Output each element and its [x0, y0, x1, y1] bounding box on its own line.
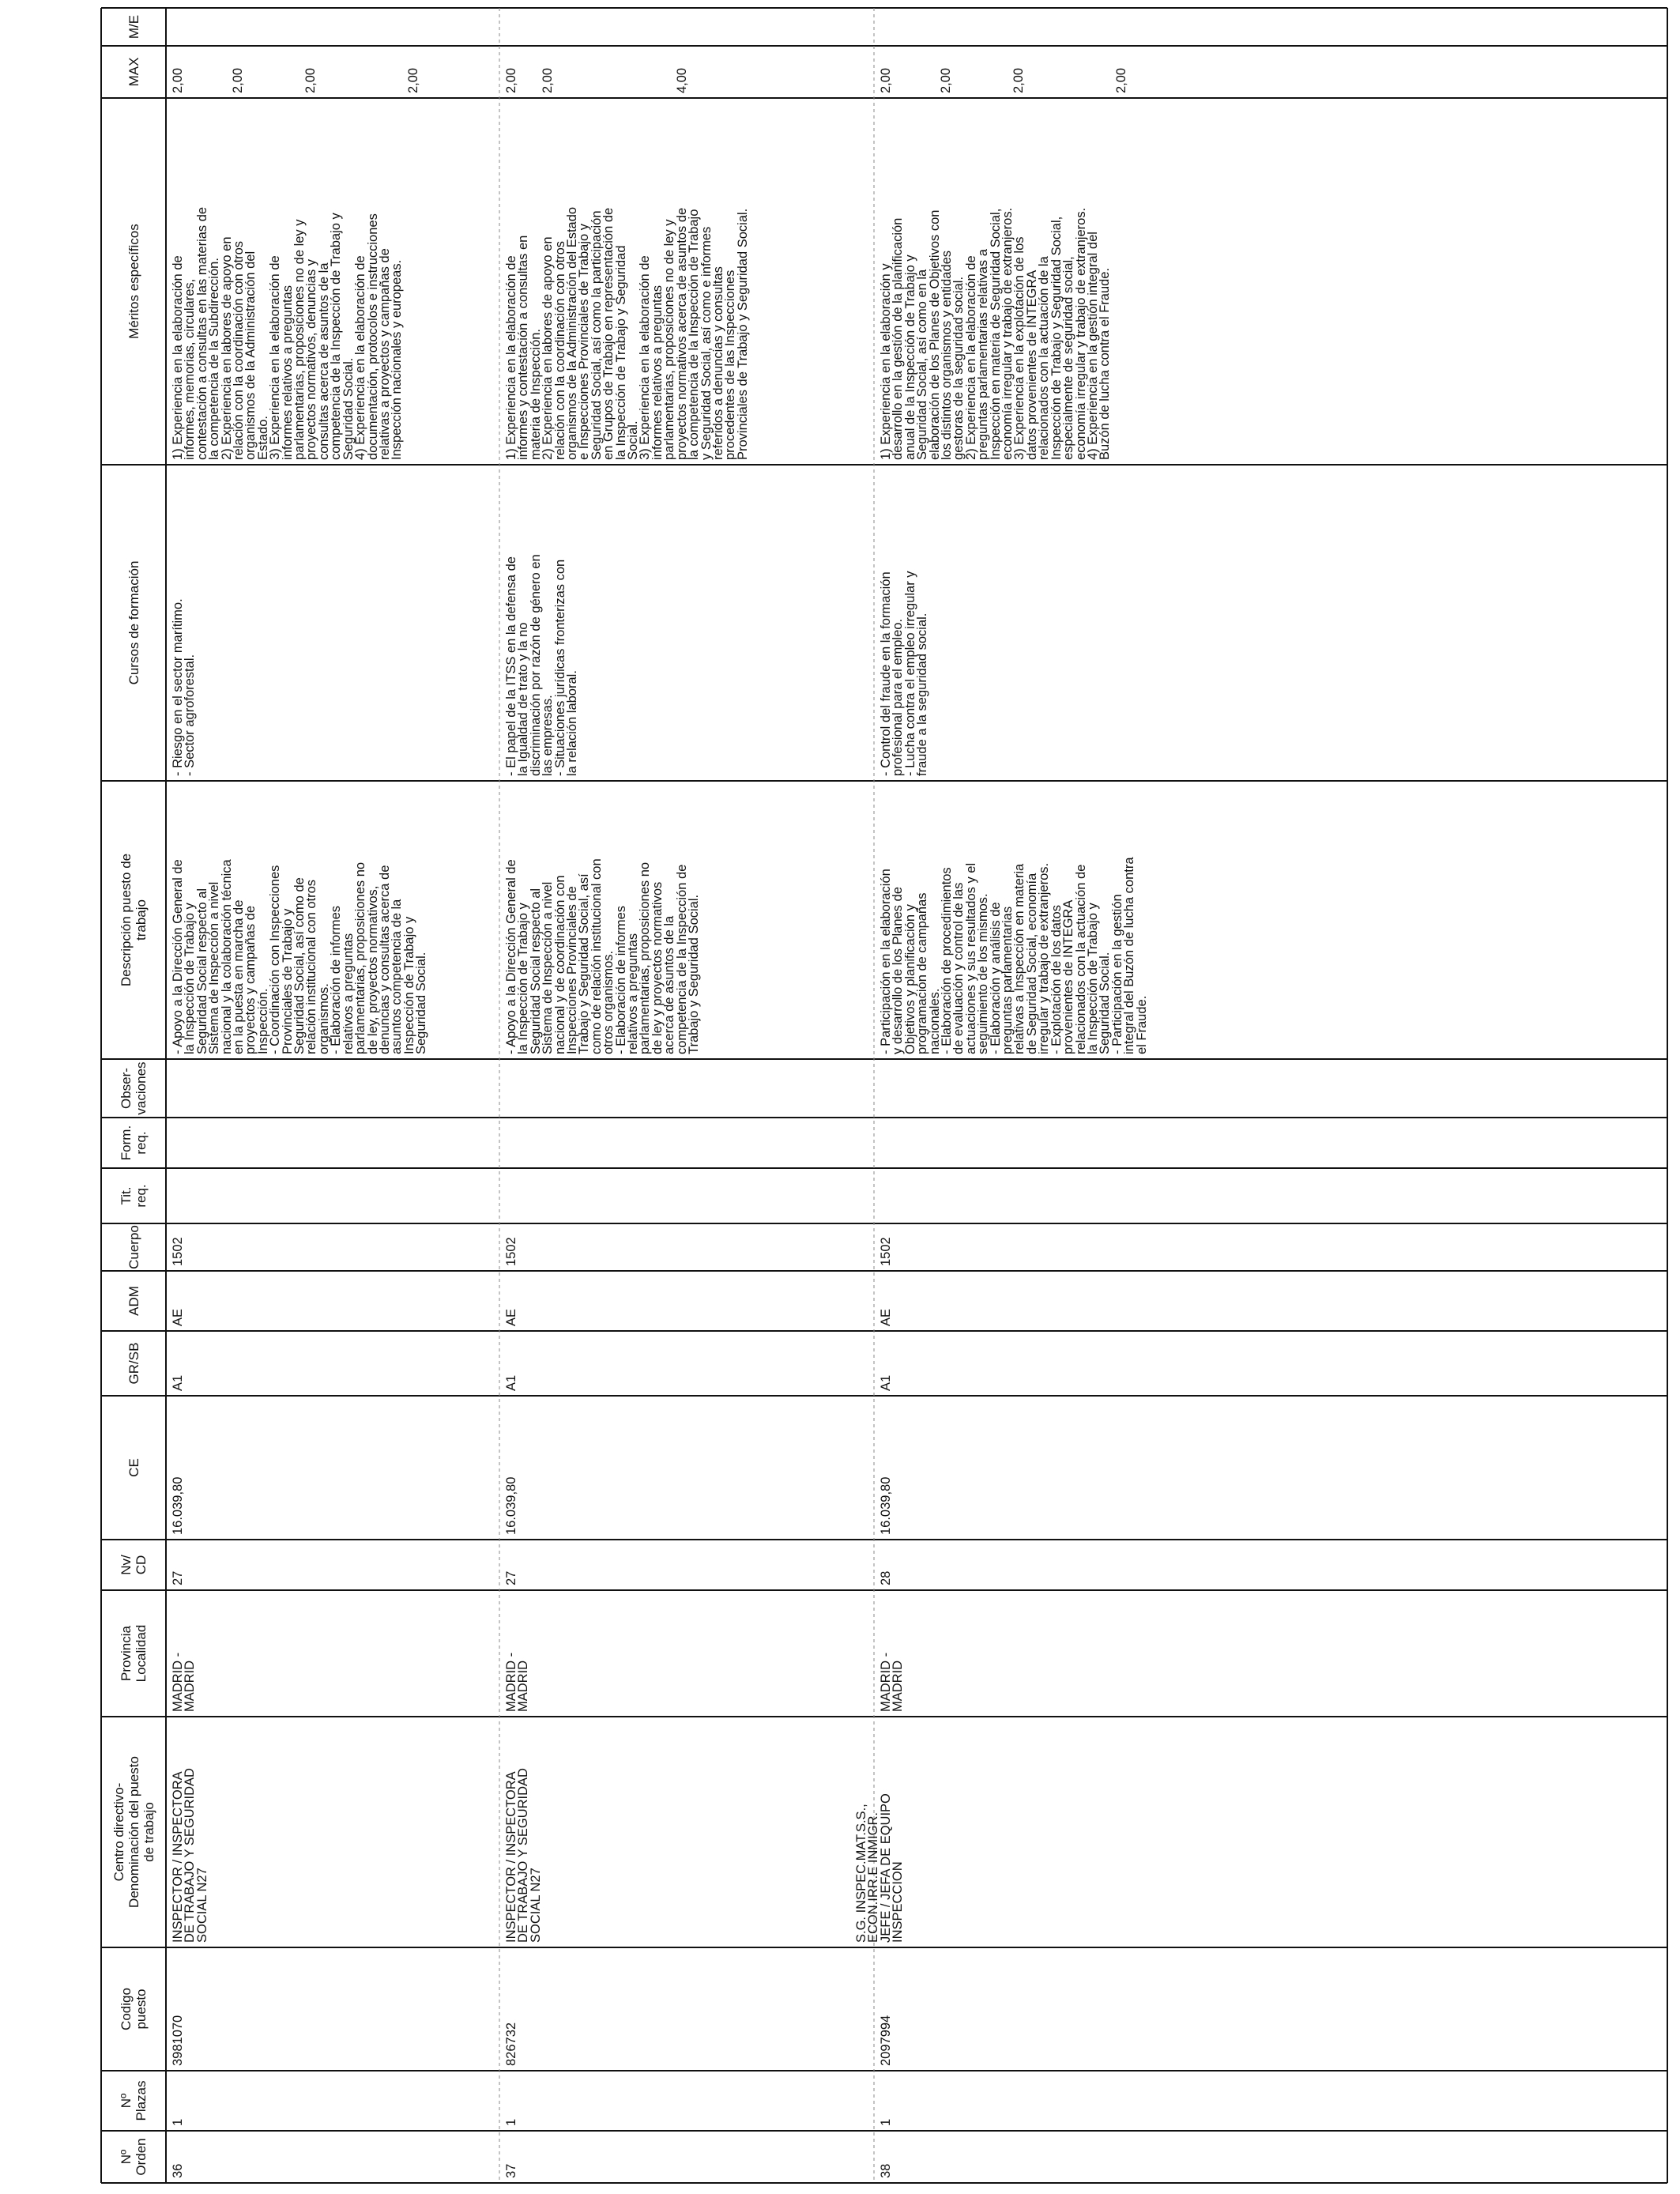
row38-plazas: 1	[879, 2118, 893, 2126]
row38-grupo: A1	[879, 1374, 893, 1391]
header-me: M/E	[126, 14, 141, 40]
header-max: MAX	[126, 57, 141, 87]
header-plazas: Nº Plazas	[119, 2080, 149, 2121]
row37-orden: 37	[504, 2163, 518, 2178]
header-orden: Nº Orden	[119, 2138, 149, 2176]
header-tit: Tit. req.	[119, 1184, 149, 1208]
row38-cursos: - Control del fraude en la formación profesional para el empleo. - Lucha contra el empleo irregular y fraude a la seguridad social.	[879, 571, 930, 776]
header-grupo: GR/SB	[126, 1342, 141, 1385]
row38-ce: 16.039,80	[879, 1476, 893, 1535]
row36-max-4: 2,00	[406, 67, 420, 93]
row36-cursos: - Riesgo en el sector marítimo. - Sector agroforestal.	[171, 598, 198, 776]
row38-nivel: 28	[879, 1570, 893, 1585]
row36-max-3: 2,00	[303, 67, 318, 93]
header-provincia: Provincia Localidad	[119, 1624, 149, 1683]
row37-descripcion: - Apoyo a la Dirección General de la Inspección de Trabajo y Seguridad Social respecto al Sistema de Inspección a nivel nacional y de coordinación con Inspecciones Provinciales de Trabajo y Seguridad Social, así como de relación institucional con otros organismos. - Elaboración de informes relativos a preguntas parlamentarias, proposiciones no de ley y proyectos normativos acerca de asuntos de la competencia de la Inspección de Trabajo y Seguridad Social.	[504, 858, 702, 1054]
row37-codigo: 826732	[504, 2022, 518, 2066]
header-codigo: Codigo puesto	[119, 1988, 149, 2030]
row36-centro: INSPECTOR / INSPECTORA DE TRABAJO Y SEGURIDAD SOCIAL N27	[171, 1768, 209, 1943]
row38-adm: AE	[879, 1308, 893, 1326]
row36-max-2: 2,00	[231, 67, 245, 93]
row37-centro: INSPECTOR / INSPECTORA DE TRABAJO Y SEGURIDAD SOCIAL N27	[504, 1768, 543, 1943]
row36-max-1: 2,00	[171, 67, 185, 93]
row36-provincia: MADRID - MADRID	[171, 1652, 198, 1712]
row37-adm: AE	[504, 1308, 518, 1326]
row36-descripcion: - Apoyo a la Dirección General de la Inspección de Trabajo y Seguridad Social respecto al Sistema de Inspección a nivel nacional y la colaboración técnica en la puesta en marcha de proyectos y campañas de Inspección. - Coordinación con Inspecciones Provinciales de Trabajo y Seguridad Social, así como de relación institucional con otros organismos. - Elaboración de informes relativos a preguntas parlamentarias, proposiciones no de ley, proyectos normativos, denuncias y consultas acerca de asuntos competencia de la Inspección de Trabajo y Seguridad Social.	[171, 859, 429, 1054]
header-form: Form. req.	[119, 1125, 149, 1161]
header-meritos: Méritos específicos	[126, 224, 141, 339]
row37-cuerpo: 1502	[504, 1237, 518, 1266]
row36-ce: 16.039,80	[171, 1476, 185, 1535]
row38-provincia: MADRID - MADRID	[879, 1652, 906, 1712]
row38-centro: S.G. INSPEC.MAT.S.S., ECON.IRR.E INMIGR. JEFE / JEFA DE EQUIPO INSPECCION	[854, 1793, 906, 1943]
row38-descripcion: - Participación en la elaboración y desarrollo de los Planes de Objetivos y planificación y programación de campañas nacionales. - Elaboración de procedimientos de evaluación y control de las actuaciones y sus resultados y el seguimiento de los mismos. - Elaboración y análisis de preguntas parlamentarias relativas a Inspección en materia de Seguridad Social, economía irregular y trabajo de extranjeros. - Explotación de los datos provenientes de INTEGRA relacionados con la actuación de la Inspección de Trabajo y Seguridad Social. - Participación en la gestión integral del Buzón de lucha contra el Fraude.	[879, 857, 1149, 1054]
header-cursos: Cursos de formación	[126, 560, 141, 685]
row38-cuerpo: 1502	[879, 1237, 893, 1266]
row38-orden: 38	[879, 2163, 893, 2178]
row36-meritos: 1) Experiencia en la elaboración de informes, memorias, circulares, contestación a consultas en las materias de la competencia de la Subdirección. 2) Experiencia en labores de apoyo en relación con la coordinación con otros organismos de la Administración del Estado. 3) Experiencia en la elaboración de informes relativos a preguntas parlamentarias, proposiciones no de ley y proyectos normativos, denuncias y consultas acerca de asuntos de la competencia de la Inspección de Trabajo y Seguridad Social. 4) Experiencia en la elaboración de documentación, protocolos e instrucciones relativas a proyectos y campañas de Inspección nacionales y europeas.	[171, 206, 405, 460]
row36-nivel: 27	[171, 1570, 185, 1585]
row37-nivel: 27	[504, 1570, 518, 1585]
row36-grupo: A1	[171, 1374, 185, 1391]
row37-grupo: A1	[504, 1374, 518, 1391]
row38-max-3: 2,00	[1011, 67, 1026, 93]
row38-max-4: 2,00	[1114, 67, 1128, 93]
header-nivel: Nv/ CD	[119, 1555, 149, 1575]
header-descripcion: Descripción puesto de trabajo	[119, 853, 149, 987]
row38-meritos: 1) Experiencia en la elaboración y desarrollo en la gestión de la planificación anual de la Inspección de Trabajo y Seguridad Social, así como en la elaboración de los Planes de Objetivos con los distintos organismos y entidades gestoras de la seguridad social. 2) Experiencia en la elaboración de preguntas parlamentarias relativas a Inspección en materia de Seguridad Social, economía irregular y trabajo de extranjeros. 3) Experiencia en la explotación de los datos provenientes de INTEGRA relacionados con la actuación de la Inspección de Trabajo y Seguridad Social, especialmente de seguridad social, economía irregular y trabajo de extranjeros. 4) Experiencia en la gestión integral del Buzón de lucha contra el Fraude.	[879, 207, 1113, 460]
row38-max-1: 2,00	[879, 67, 893, 93]
row37-provincia: MADRID - MADRID	[504, 1652, 531, 1712]
row36-cuerpo: 1502	[171, 1237, 185, 1266]
row37-meritos: 1) Experiencia en la elaboración de informes y contestación a consultas en materia de Inspección. 2) Experiencia en labores de apoyo en relación con la coordinación con otros organismos de la Administración del Estado e Inspecciones Provinciales de Trabajo y Seguridad Social, así como la participación en Grupos de Trabajo en representación de la Inspección de Trabajo y Seguridad Social. 3) Experiencia en la elaboración de informes relativos a preguntas parlamentarias, proposiciones no de ley y proyectos normativos acerca de asuntos de la competencia de la Inspección de Trabajo y Seguridad Social, así como e informes referidos a denuncias y consultas procedentes de las Inspecciones Provinciales de Trabajo y Seguridad Social.	[504, 206, 750, 460]
header-ce: CE	[126, 1458, 141, 1477]
row37-cursos: - El papel de la ITSS en la defensa de la Igualdad de trato y la no discriminación por razón de género en las empresas. - Situaciones jurídicas fronterizas con la relación laboral.	[504, 554, 580, 776]
row38-codigo: 2097994	[879, 2015, 893, 2066]
row37-ce: 16.039,80	[504, 1476, 518, 1535]
row37-max-2: 2,00	[541, 67, 555, 93]
header-adm: ADM	[126, 1286, 141, 1316]
header-centro: Centro directivo- Denominación del puesto de trabajo	[111, 1756, 156, 1908]
row37-plazas: 1	[504, 2118, 518, 2126]
row38-max-2: 2,00	[939, 67, 953, 93]
row36-plazas: 1	[171, 2118, 185, 2126]
row36-codigo: 3981070	[171, 2015, 185, 2066]
row36-orden: 36	[171, 2163, 185, 2178]
header-cuerpo: Cuerpo	[126, 1225, 141, 1269]
row36-adm: AE	[171, 1308, 185, 1326]
row37-max-3: 4,00	[675, 67, 689, 93]
row37-max-1: 2,00	[504, 67, 518, 93]
header-obs: Obser- vaciones	[119, 1061, 149, 1115]
